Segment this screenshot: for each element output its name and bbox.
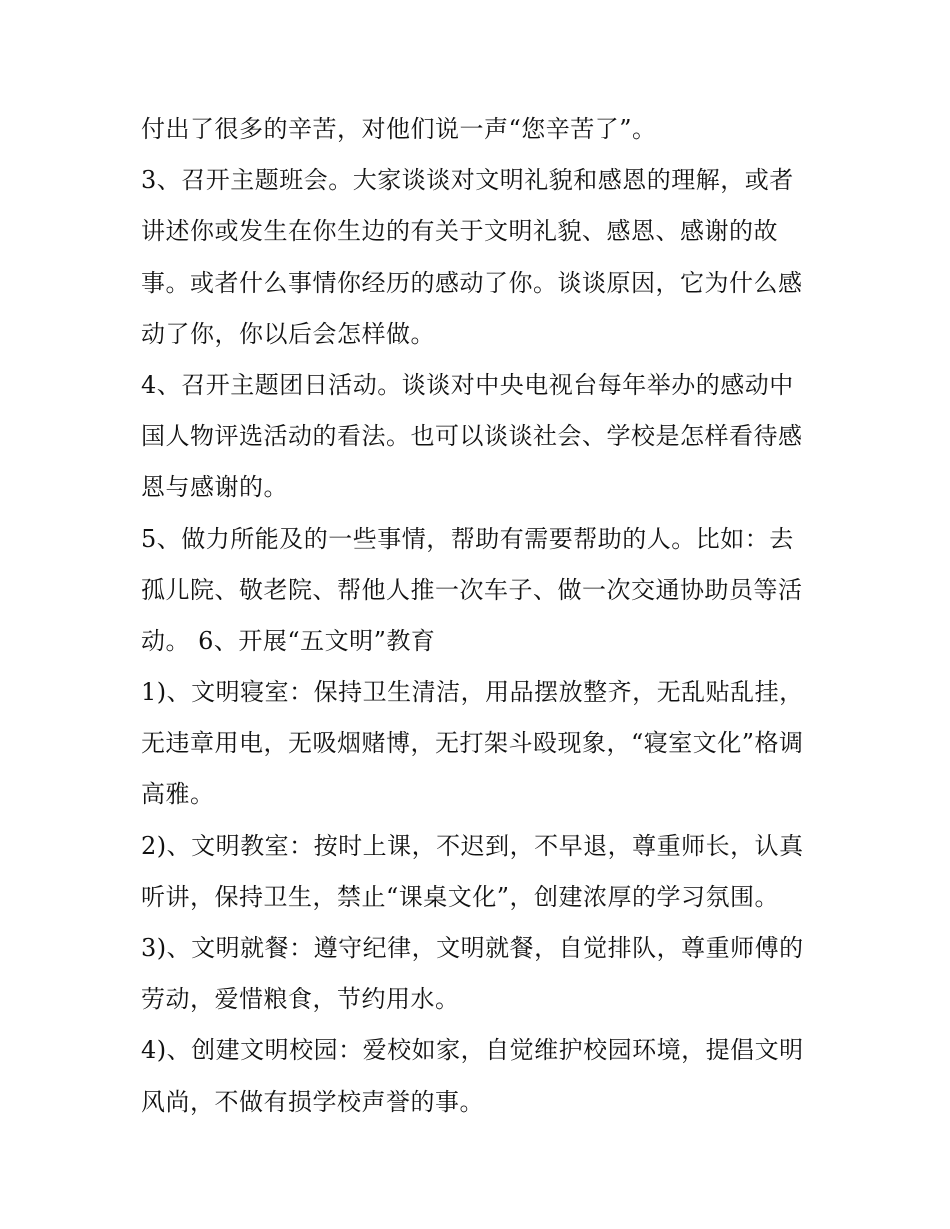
text-line: 无违章用电，无吸烟赌博，无打架斗殴现象，“寝室文化”格调	[141, 729, 804, 758]
text-line: 动了你，你以后会怎样做。	[141, 319, 435, 348]
document-body	[141, 104, 821, 1128]
text-line: 1)、文明寝室：保持卫生清洁，用品摆放整齐，无乱贴乱挂，	[141, 678, 804, 707]
text-line: 5、做力所能及的一些事情，帮助有需要帮助的人。比如：去	[141, 524, 794, 553]
text-line: 风尚，不做有损学校声誉的事。	[141, 1087, 484, 1116]
text-line: 4、召开主题团日活动。谈谈对中央电视台每年举办的感动中	[141, 370, 794, 399]
text-line: 国人物评选活动的看法。也可以谈谈社会、学校是怎样看待感	[141, 422, 803, 451]
text-line: 恩与感谢的。	[141, 473, 288, 502]
text-line: 4)、创建文明校园：爱校如家，自觉维护校园环境，提倡文明	[141, 1036, 804, 1065]
text-line: 高雅。	[141, 780, 215, 809]
text-line: 3)、文明就餐：遵守纪律，文明就餐，自觉排队，尊重师傅的	[141, 934, 804, 962]
text-line: 讲述你或发生在你生边的有关于文明礼貌、感恩、感谢的故	[141, 217, 778, 246]
text-line: 付出了很多的辛苦，对他们说一声“您辛苦了”。	[141, 115, 657, 143]
text-line: 事。或者什么事情你经历的感动了你。谈谈原因，它为什么感	[141, 268, 803, 297]
text-line: 2)、文明教室：按时上课，不迟到，不早退，尊重师长，认真	[141, 831, 804, 860]
text-line: 劳动，爱惜粮食，节约用水。	[141, 985, 460, 1014]
text-line: 孤儿院、敬老院、帮他人推一次车子、做一次交通协助员等活	[141, 575, 803, 604]
text-line: 听讲，保持卫生，禁止“课桌文化”，创建浓厚的学习氛围。	[141, 882, 780, 911]
text-line: 动。 6、开展“五文明”教育	[141, 626, 436, 655]
text-line: 3、召开主题班会。大家谈谈对文明礼貌和感恩的理解，或者	[141, 166, 794, 195]
